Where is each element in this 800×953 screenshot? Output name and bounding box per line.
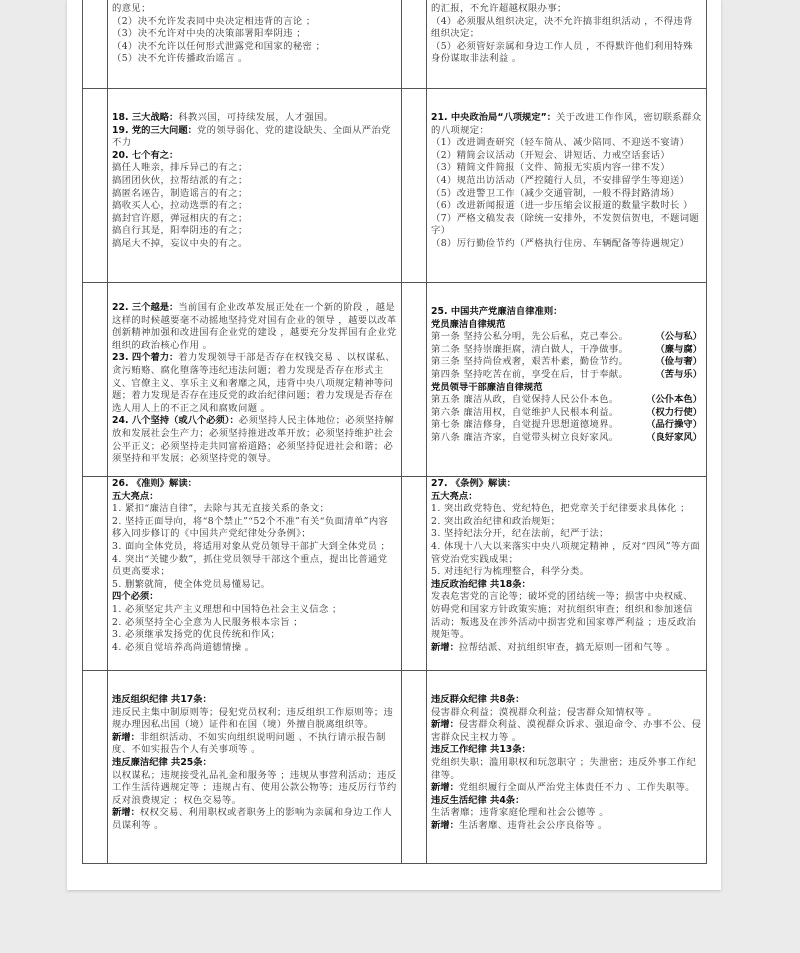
text-line: （6）改进新闻报道（进一步压缩会议报道的数量字数时长 ） bbox=[431, 200, 693, 212]
table-row bbox=[83, 89, 707, 283]
text-line: 发表危害党的言论等；破坏党的团结统一等；损害中央权威、妨碍党和国家方针政策实施；对抗组织审查；组织和参加迷信活动；叛逃及在涉外活动中损害党和国家尊严利益 ；违反政治规矩等。 bbox=[431, 591, 697, 641]
content-cell-right bbox=[427, 671, 707, 864]
text-line: （2）决不允许发表同中央决定相违背的言论 ； bbox=[112, 15, 316, 27]
article: 第八条 廉洁齐家，自觉带头树立良好家风。 （良好家风） bbox=[431, 431, 702, 443]
content-cell-right bbox=[427, 0, 707, 89]
item-21: 21. 中央政治局“八项规定”：关于改进工作作风，密切联系群众的八项规定： bbox=[431, 112, 702, 136]
text-line: 1. 突出政党特色、党纪特色，把党章关于纪律要求具体化 ； bbox=[431, 503, 690, 515]
text-line: 2. 坚持正面导向，将“8个禁止”“52个不准”有关“负面清单”内容移入同步修订的《中国共产党纪律处分条例》； bbox=[112, 515, 389, 540]
content-cell-right bbox=[427, 283, 707, 477]
content-cell-left bbox=[108, 671, 402, 864]
content-table bbox=[82, 0, 707, 864]
table-row bbox=[83, 0, 707, 89]
new-additions: 新增：权权交易、利用职权或者职务上的影响为亲属和身边工作人员谋利等 。 bbox=[112, 807, 393, 831]
text-line: 4. 突出“关键少数”，抓住党员领导干部这个重点，提出比普通党员更高要求； bbox=[112, 553, 388, 578]
content-cell-right bbox=[427, 89, 707, 283]
article: 第四条 坚持吃苦在前，享受在后，甘于奉献。 （苦与乐） bbox=[431, 368, 702, 380]
content-cell-left bbox=[108, 477, 402, 671]
new-additions: 新增：拉帮结派、对抗组织审查，搞无原则一团和气等 。 bbox=[431, 641, 676, 653]
content-cell-left bbox=[108, 89, 402, 283]
text-line: 2. 突出政治纪律和政治规矩； bbox=[431, 515, 561, 527]
text-line: 4. 体现十八大以来落实中央八项规定精神 ，反对“四风”等方面管党治党实践成果； bbox=[431, 540, 701, 565]
text-line: 3. 必须继承发扬党的优良传统和作风； bbox=[112, 629, 281, 641]
text-line: 搞自行其是，阳奉阴违的有之； bbox=[112, 225, 248, 237]
article: 第五条 廉洁从政，自觉保持人民公仆本色。 （公仆本色） bbox=[431, 394, 702, 406]
text-line: 搞任人唯亲，排斥异己的有之； bbox=[112, 162, 248, 174]
text-line: 侵害群众利益；漠视群众利益；侵害群众知情权等 。 bbox=[431, 706, 658, 718]
text-line: （5）必须管好亲属和身边工作人员 ，不得默许他们利用特殊身份谋取非法利益 。 bbox=[431, 40, 693, 65]
discipline-title: 违反群众纪律 共8条： bbox=[431, 694, 525, 705]
item-27: 27. 《条例》解读： bbox=[431, 478, 516, 489]
text-line: （5）决不允许传播政治谣言 。 bbox=[112, 53, 248, 65]
text-line: 搞匿名诬告，制造谣言的有之； bbox=[112, 187, 248, 199]
text-line: （1）改进调查研究（轻车简从、减少陪同、不迎送不宴请） bbox=[431, 137, 690, 149]
section-title: 五大亮点： bbox=[431, 490, 478, 502]
text-line: 违反民主集中制原则等；侵犯党员权利；违反组织工作原则等；违规办理因私出国（境）证件和在国（境）外擅自脱离组织等。 bbox=[112, 706, 394, 731]
text-line: 搞团团伙伙，拉帮结派的有之； bbox=[112, 174, 248, 186]
text-line: 5. 删繁就简，使全体党员易懂易记。 bbox=[112, 578, 271, 590]
discipline-title: 违反生活纪律 共4条： bbox=[431, 794, 525, 806]
text-line: （2）精简会议活动（开短会、讲短话、力戒空话套话） bbox=[431, 149, 671, 161]
text-line: 4. 必须自觉培养高尚道德情操 。 bbox=[112, 641, 255, 653]
section-title: 四个必须： bbox=[112, 591, 159, 603]
content-cell-left bbox=[108, 283, 402, 477]
index-cell bbox=[402, 671, 427, 864]
text-line: 搞尾大不掉，妄议中央的有之。 bbox=[112, 237, 248, 249]
section-title: 五大亮点： bbox=[112, 490, 159, 502]
section-title: 党员领导干部廉洁自律规范 bbox=[431, 381, 543, 393]
text-line: （3）决不允许对中央的决策部署阳奉阴违 ； bbox=[112, 28, 306, 40]
text-line: 2. 必须坚持全心全意为人民服务根本宗旨 ； bbox=[112, 616, 303, 628]
table-row bbox=[83, 283, 707, 477]
new-additions: 新增：非组织活动、不如实向组织说明问题 、不执行请示报告制度、不如实报告个人有关事项等 。 bbox=[112, 731, 386, 756]
text-line: （7）严格文稿发表（除统一安排外，不发贺信贺电，不题词题字） bbox=[431, 212, 700, 237]
article: 第一条 坚持公私分明，先公后私，克己奉公。 （公与私） bbox=[431, 331, 702, 343]
new-additions: 新增：生活奢靡、违背社会公序良俗等 。 bbox=[431, 819, 608, 831]
item-18: 18. 三大战略：科教兴国，可持续发展，人才强国。 bbox=[112, 112, 334, 123]
article: 第三条 坚持尚俭戒奢，艰苦朴素，勤俭节约。 （俭与奢） bbox=[431, 356, 702, 368]
index-cell bbox=[402, 477, 427, 671]
index-cell bbox=[83, 283, 108, 477]
text-line: 生活奢靡；违背家庭伦理和社会公德等 。 bbox=[431, 807, 609, 819]
text-line: 1. 紧扣“廉洁自律”，去除与其无直接关系的条文； bbox=[112, 503, 330, 515]
new-additions: 新增：侵害群众利益、漠视群众诉求、强迫命令、办事不公、侵害群众民主权力等 。 bbox=[431, 719, 702, 743]
text-line: 3. 面向全体党员，将适用对象从党员领导干部扩大到全体党员 ； bbox=[112, 540, 391, 552]
content-cell-right bbox=[427, 477, 707, 671]
discipline-title: 违反工作纪律 共13条： bbox=[431, 744, 531, 756]
text-line: 的汇报，不允许超越权限办事； bbox=[431, 3, 567, 14]
item-19: 19. 党的三大问题：党的领导弱化、党的建设缺失、全面从严治党不力 bbox=[112, 124, 391, 149]
text-line: （4）决不允许以任何形式泄露党和国家的秘密 ； bbox=[112, 40, 326, 52]
text-line: 3. 坚持纪法分开，纪在法前，纪严于法； bbox=[431, 528, 609, 540]
item-23: 23. 四个着力：着力发现领导干部是否存在权钱交易 、以权谋私、贪污贿赂、腐化堕落等违纪违法问题；着力发现是否存在形式主义、官僚主义、享乐主义和奢靡之风，违背中央八项规定精神等问题；着力发现是否存在违反党的政治纪律问题；着力发现是否存在选人用人上的不正之风和腐败问题 。 bbox=[112, 352, 396, 414]
table-row bbox=[83, 477, 707, 671]
item-22: 22. 三个越是：当前国有企业改革发展正处在一个新的阶段 ，越是这样的时候越要毫不动摇地坚持党对国有企业的领导 ，越要以改革创新精神加强和改进国有企业党的建设 ，越要充分发挥国有企业党组织的政治核心作用 。 bbox=[112, 302, 397, 351]
text-line: 搞收买人心，拉动选票的有之； bbox=[112, 200, 248, 212]
discipline-title: 违反廉洁纪律 共25条： bbox=[112, 756, 212, 768]
text-line: 党组织失职；滥用职权和玩忽职守 ；失泄密；违反外事工作纪律等。 bbox=[431, 756, 697, 781]
text-line: 的意见； bbox=[112, 3, 151, 14]
item-25: 25. 中国共产党廉洁自律准则： bbox=[431, 306, 563, 317]
item-20: 20. 七个有之： bbox=[112, 149, 179, 161]
text-line: 5. 对违纪行为梳理整合，科学分类。 bbox=[431, 566, 590, 578]
index-cell bbox=[83, 477, 108, 671]
new-additions: 新增：党组织履行全面从严治党主体责任不力 、工作失职等。 bbox=[431, 782, 695, 794]
index-cell bbox=[83, 89, 108, 283]
text-line: （4）必须服从组织决定，决不允许搞非组织活动 ，不得违背组织决定； bbox=[431, 15, 693, 40]
text-line: （5）改进警卫工作（减少交通管制，一般不得封路清场） bbox=[431, 187, 680, 199]
article: 第七条 廉洁修身，自觉提升思想道德境界。 （品行操守） bbox=[431, 419, 702, 431]
text-line: 以权谋私；违规接受礼品礼金和服务等 ；违规从事营利活动；违反工作生活待遇规定等 ；违规占有、使用公款公物等；违反厉行节约反对浪费规定 ；权色交易等。 bbox=[112, 769, 397, 806]
item-26: 26. 《准则》解读： bbox=[112, 478, 197, 489]
text-line: （3）精简文件简报（文件、简报无实质内容一律不发） bbox=[431, 162, 671, 174]
index-cell bbox=[402, 89, 427, 283]
item-24: 24. 八个坚持（或八个必须）：必须坚持人民主体地位；必须坚持解放和发展社会生产力；必须坚持推进改革开放；必须坚持维护社会公平正义；必须坚持走共同富裕道路；必须坚持促进社会和谐；必须坚持和平发展；必须坚持党的领导。 bbox=[112, 415, 394, 465]
discipline-title: 违反政治纪律 共18条： bbox=[431, 578, 531, 590]
text-line: （4）规范出访活动（严控随行人员，不安排留学生等迎送） bbox=[431, 174, 690, 186]
discipline-title: 违反组织纪律 共17条： bbox=[112, 694, 212, 705]
text-line: （8）厉行勤俭节约（严格执行住房、车辆配备等待遇规定） bbox=[431, 237, 690, 249]
article: 第六条 廉洁用权，自觉维护人民根本利益。 （权力行使） bbox=[431, 406, 702, 418]
text-line: 搞封官许愿，弹冠相庆的有之； bbox=[112, 212, 248, 224]
content-cell-left bbox=[108, 0, 402, 89]
index-cell bbox=[402, 283, 427, 477]
table-row bbox=[83, 671, 707, 864]
index-cell bbox=[83, 0, 108, 89]
index-cell bbox=[402, 0, 427, 89]
article: 第二条 坚持崇廉拒腐，清白做人，干净做事。 （廉与腐） bbox=[431, 343, 702, 355]
text-line: 1. 必须坚定共产主义理想和中国特色社会主义信念 ； bbox=[112, 603, 342, 615]
section-title: 党员廉洁自律规范 bbox=[431, 318, 506, 330]
document-page bbox=[67, 0, 721, 890]
index-cell bbox=[83, 671, 108, 864]
